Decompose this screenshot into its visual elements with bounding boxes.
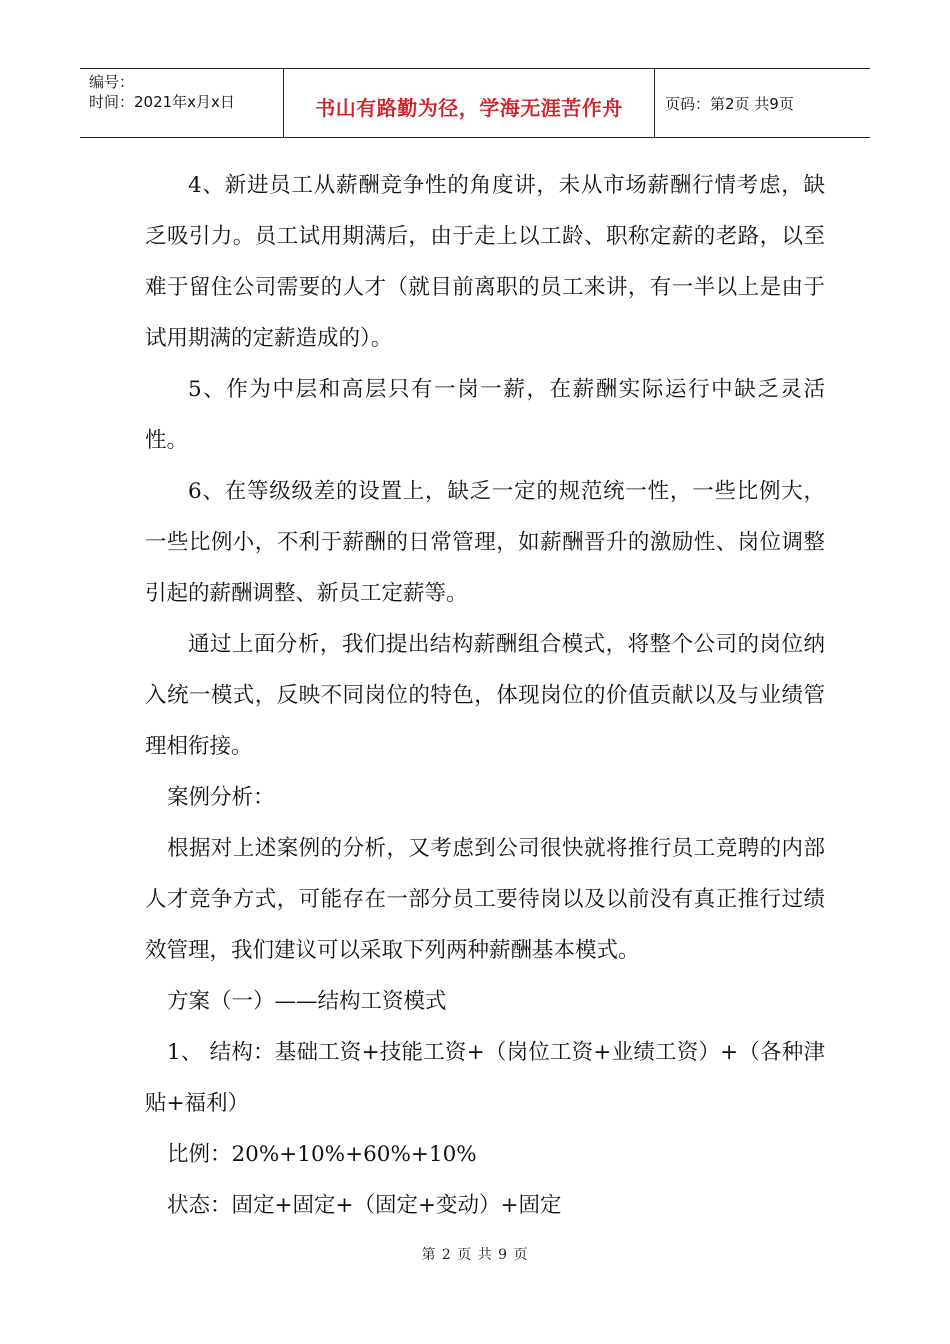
paragraph-item-4: 4、新进员工从薪酬竞争性的角度讲，未从市场薪酬行情考虑，缺乏吸引力。员工试用期满后，由于走上以工龄、职称定薪的老路，以至难于留住公司需要的人才（就目前离职的员工来讲，有一半以上是由于试用期满的定薪造成的）。 <box>145 173 825 351</box>
status-line: 状态：固定+固定+（固定+变动）+固定 <box>167 1193 562 1218</box>
serial-number-label: 编号： <box>89 73 135 91</box>
page-footer: 第 2 页 共 9 页 <box>421 1247 529 1263</box>
date-line: 时间：2021年x月x日 <box>89 93 235 111</box>
plan-one-heading: 方案（一）——结构工资模式 <box>167 989 447 1014</box>
paragraph-item-5: 5、作为中层和高层只有一岗一薪，在薪酬实际运行中缺乏灵活性。 <box>145 377 825 453</box>
structure-line: 1、 结构：基础工资+技能工资+（岗位工资+业绩工资）+（各种津贴+福利） <box>145 1040 825 1116</box>
page-info: 页码：第2页 共9页 <box>665 94 794 113</box>
header-left-cell <box>80 69 283 137</box>
case-analysis-heading: 案例分析： <box>167 785 275 810</box>
document-body <box>145 160 825 1231</box>
header-page-info-cell <box>655 69 870 137</box>
paragraph-item-6: 6、在等级级差的设置上，缺乏一定的规范统一性，一些比例大，一些比例小，不利于薪酬的日常管理，如薪酬晋升的激励性、岗位调整引起的薪酬调整、新员工定薪等。 <box>145 479 825 606</box>
motto-text: 书山有路勤为径，学海无涯苦作舟 <box>315 95 623 120</box>
page-header <box>80 68 870 138</box>
header-motto-cell <box>283 69 655 137</box>
paragraph-analysis-summary: 通过上面分析，我们提出结构薪酬组合模式，将整个公司的岗位纳入统一模式，反映不同岗位的特色，体现岗位的价值贡献以及与业绩管理相衔接。 <box>145 632 825 759</box>
ratio-line: 比例：20%+10%+60%+10% <box>167 1142 477 1167</box>
paragraph-recommendation: 根据对上述案例的分析，又考虑到公司很快就将推行员工竞聘的内部人才竞争方式，可能存在一部分员工要待岗以及以前没有真正推行过绩效管理，我们建议可以采取下列两种薪酬基本模式。 <box>145 836 825 963</box>
